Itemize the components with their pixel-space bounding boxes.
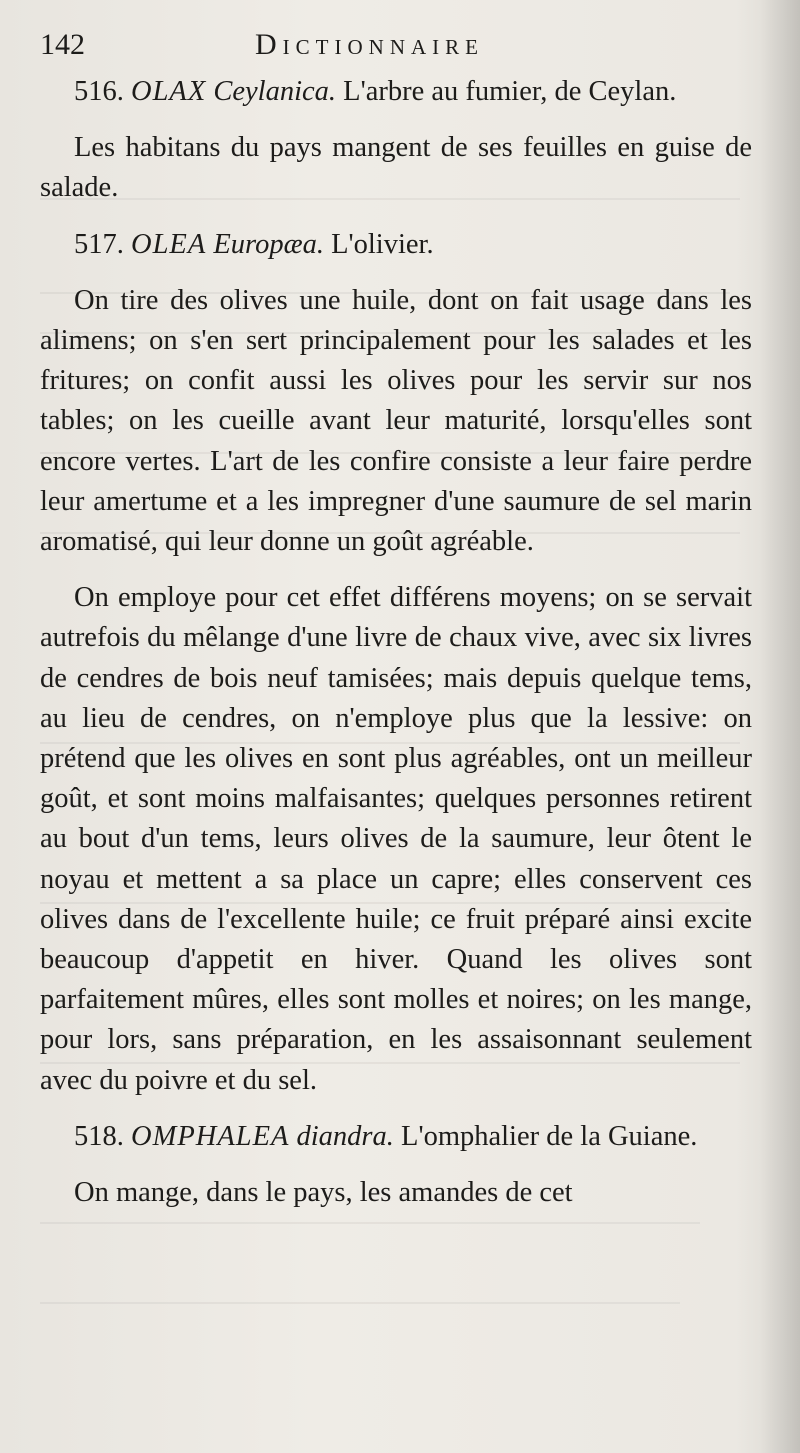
entry-paragraph: On employe pour cet effet différens moyens; on se servait autrefois du mêlange d'une livre de chaux vive, avec six livres de cendres de bois neuf tamisées; mais depuis quelque tems, au lieu de cendres, on n'employe plus que la lessive: on prétend que les olives en sont plus agréables, ont un meilleur goût, et sont moins malfaisantes; quelques personnes retirent au bout d'un tems, leurs olives de la saumure, leur ôtent le noyau et mettent a sa place un capre; elles conservent ces olives dans de l'excellente huile; ce fruit préparé ainsi excite beaucoup d'appetit en hiver. Quand les olives sont parfaitement mûres, elles sont molles et noires; on les mange, pour lors, sans préparation, en les assaisonnant seulement avec du poivre et du sel.	[40, 582, 752, 1096]
body-text	[40, 72, 752, 1213]
entry-number: 518.	[74, 1120, 124, 1152]
entry-heading	[40, 225, 752, 265]
page-number: 142	[40, 28, 85, 61]
entry-genus: OMPHALEA	[131, 1120, 290, 1152]
entry-species: Ceylanica.	[213, 76, 337, 107]
entry-paragraph: Les habitans du pays mangent de ses feuilles en guise de salade.	[40, 132, 752, 204]
entry-common-name: L'arbre au fumier, de Ceylan.	[343, 76, 677, 107]
entry-species: Europæa.	[213, 228, 324, 260]
entry-heading	[40, 1117, 752, 1157]
entry-heading	[40, 72, 752, 112]
running-head: Dictionnaire	[255, 28, 484, 61]
entry-genus: OLEA	[131, 228, 207, 260]
entry-species: diandra.	[296, 1120, 394, 1152]
entry-paragraph: On tire des olives une huile, dont on fait usage dans les alimens; on s'en sert principalement pour les salades et les fritures; on confit aussi les olives pour les servir sur nos tables; on les cueille avant leur maturité, lorsqu'elles sont encore vertes. L'art de les confire consiste a leur faire perdre leur amertume et a les impregner d'une saumure de sel marin aromatisé, qui leur donne un goût agréable.	[40, 284, 752, 558]
page-header	[40, 22, 760, 64]
entry-genus: OLAX	[131, 76, 207, 107]
entry-common-name: L'olivier.	[331, 228, 434, 260]
entry-common-name: L'omphalier de la Guiane.	[401, 1120, 698, 1152]
entry-paragraph: On mange, dans le pays, les amandes de cet	[74, 1177, 573, 1209]
page-edge-shadow	[760, 0, 800, 1453]
entry-number: 517.	[74, 228, 124, 260]
entry-number: 516.	[74, 76, 124, 107]
